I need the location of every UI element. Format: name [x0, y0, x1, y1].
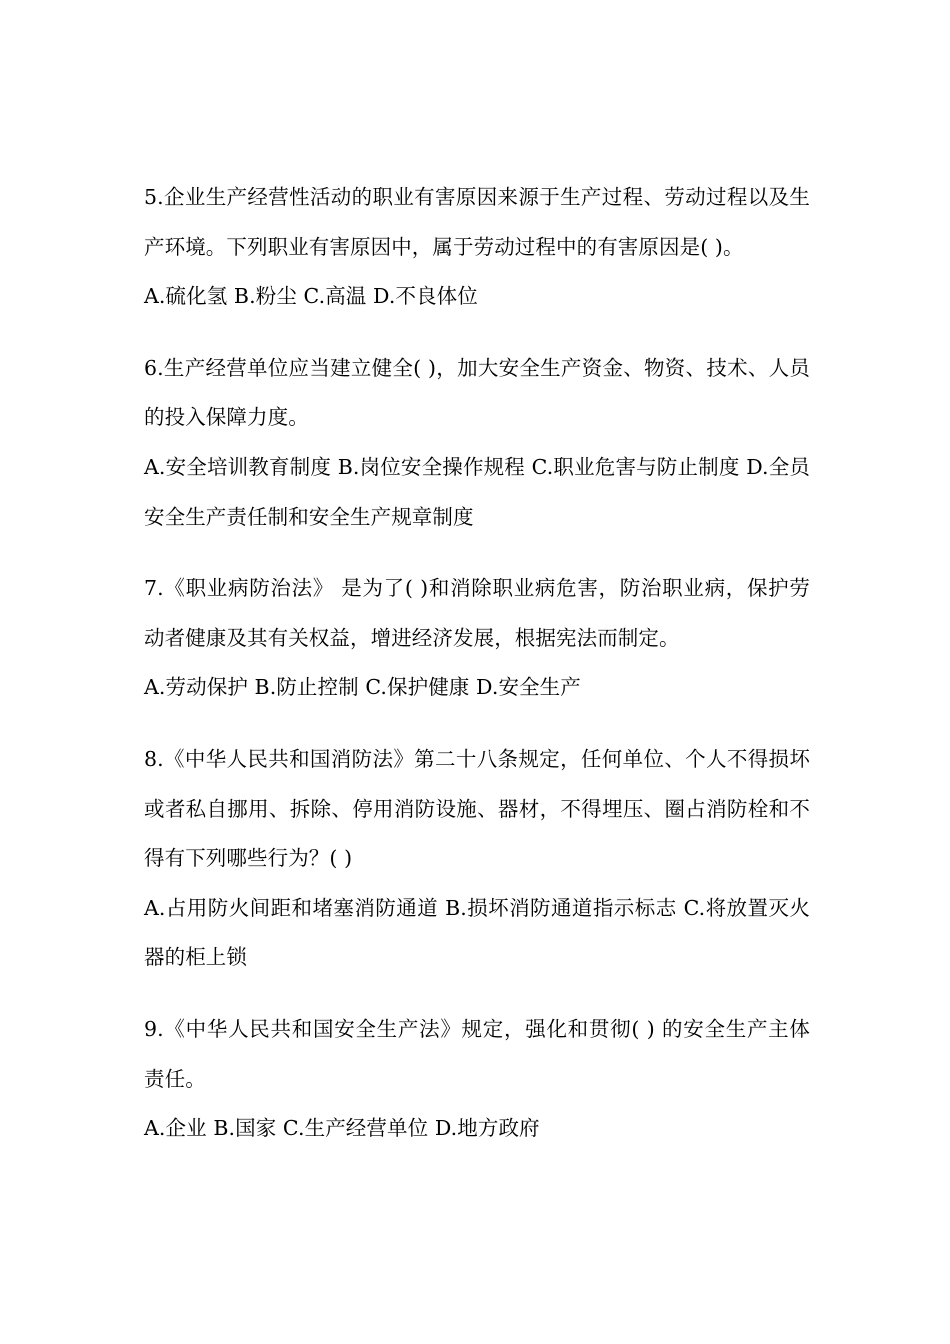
question-options: A.劳动保护 B.防止控制 C.保护健康 D.安全生产: [144, 675, 581, 700]
question-5: [144, 173, 810, 322]
question-options: A.安全培训教育制度 B.岗位安全操作规程 C.职业危害与防止制度 D.全员安全生产责任制和安全生产规章制度: [144, 454, 810, 529]
question-stem: 5.企业生产经营性活动的职业有害原因来源于生产过程、劳动过程以及生产环境。下列职业有害原因中，属于劳动过程中的有害原因是( )。: [144, 185, 810, 259]
question-stem: 8.《中华人民共和国消防法》第二十八条规定，任何单位、个人不得损坏或者私自挪用、拆除、停用消防设施、器材，不得埋压、圈占消防栓和不得有下列哪些行为？( ): [144, 746, 810, 871]
question-options: A.企业 B.国家 C.生产经营单位 D.地方政府: [144, 1116, 540, 1141]
question-6: [144, 344, 810, 542]
question-stem: 7.《职业病防治法》 是为了( )和消除职业病危害，防治职业病，保护劳动者健康及其有关权益，增进经济发展，根据宪法而制定。: [144, 576, 810, 650]
question-options: A.占用防火间距和堵塞消防通道 B.损坏消防通道指示标志 C.将放置灭火器的柜上锁: [144, 895, 810, 970]
question-9: [144, 1005, 810, 1154]
question-options: A.硫化氢 B.粉尘 C.高温 D.不良体位: [144, 284, 478, 309]
question-7: [144, 564, 810, 713]
question-stem: 6.生产经营单位应当建立健全( )，加大安全生产资金、物资、技术、人员的投入保障力度。: [144, 355, 810, 430]
question-list: [144, 173, 810, 1176]
question-8: [144, 735, 810, 983]
question-stem: 9.《中华人民共和国安全生产法》规定，强化和贯彻( ) 的安全生产主体责任。: [144, 1016, 810, 1091]
